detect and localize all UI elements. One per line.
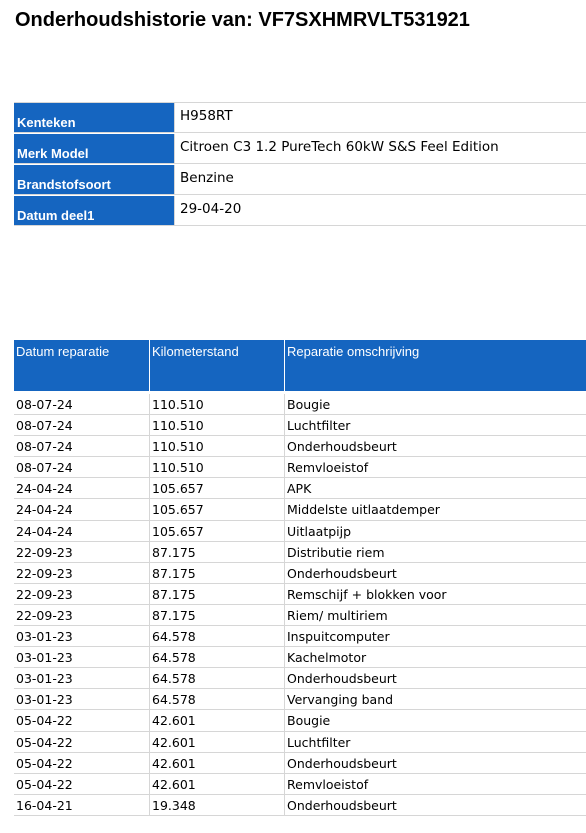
cell-date: 05-04-22	[16, 734, 73, 750]
cell-description: Uitlaatpijp	[284, 521, 586, 541]
cell-date: 08-07-24	[16, 460, 73, 476]
table-row	[14, 542, 586, 563]
table-row	[14, 753, 586, 774]
cell-mileage: 87.175	[149, 542, 284, 562]
cell-description: Remschijf + blokken voor	[284, 584, 586, 604]
table-row	[14, 774, 586, 795]
cell-description: Riem/ multiriem	[284, 605, 586, 625]
cell-description: APK	[284, 478, 586, 498]
cell-description: Onderhoudsbeurt	[284, 795, 586, 815]
cell-description: Kachelmotor	[284, 647, 586, 667]
vehicle-info-label: Datum deel1	[14, 196, 174, 225]
table-row	[14, 499, 586, 520]
cell-mileage: 110.510	[149, 394, 284, 414]
cell-description: Onderhoudsbeurt	[284, 563, 586, 583]
cell-date: 22-09-23	[16, 544, 73, 560]
table-row	[14, 710, 586, 731]
vehicle-info-value: H958RT	[174, 103, 586, 132]
cell-description: Onderhoudsbeurt	[284, 753, 586, 773]
cell-description: Luchtfilter	[284, 732, 586, 752]
table-row	[14, 732, 586, 753]
cell-date: 03-01-23	[16, 692, 73, 708]
table-row	[14, 626, 586, 647]
cell-date: 05-04-22	[16, 776, 73, 792]
cell-mileage: 105.657	[149, 521, 284, 541]
table-row	[14, 689, 586, 710]
cell-description: Bougie	[284, 394, 586, 414]
cell-mileage: 42.601	[149, 753, 284, 773]
table-row	[14, 394, 586, 415]
cell-date: 03-01-23	[16, 629, 73, 645]
cell-date: 24-04-24	[16, 502, 73, 518]
vehicle-info-table	[14, 102, 586, 227]
cell-description: Luchtfilter	[284, 415, 586, 435]
cell-date: 05-04-22	[16, 755, 73, 771]
cell-mileage: 87.175	[149, 605, 284, 625]
cell-date: 22-09-23	[16, 565, 73, 581]
cell-mileage: 64.578	[149, 689, 284, 709]
cell-mileage: 64.578	[149, 626, 284, 646]
cell-date: 22-09-23	[16, 607, 73, 623]
cell-description: Inspuitcomputer	[284, 626, 586, 646]
table-row	[14, 668, 586, 689]
header-mileage: Kilometerstand	[149, 340, 284, 391]
cell-date: 08-07-24	[16, 439, 73, 455]
cell-description: Onderhoudsbeurt	[284, 436, 586, 456]
cell-date: 24-04-24	[16, 523, 73, 539]
header-date: Datum reparatie	[16, 344, 110, 359]
table-row	[14, 647, 586, 668]
history-header-row	[14, 340, 586, 392]
cell-description: Vervanging band	[284, 689, 586, 709]
table-row	[14, 457, 586, 478]
history-body	[14, 394, 586, 816]
cell-mileage: 64.578	[149, 647, 284, 667]
cell-mileage: 42.601	[149, 774, 284, 794]
vehicle-info-label: Kenteken	[14, 103, 174, 132]
cell-mileage: 110.510	[149, 436, 284, 456]
header-description: Reparatie omschrijving	[284, 340, 586, 391]
cell-mileage: 110.510	[149, 457, 284, 477]
cell-mileage: 105.657	[149, 499, 284, 519]
cell-date: 22-09-23	[16, 586, 73, 602]
vehicle-info-value: Benzine	[174, 165, 586, 194]
vehicle-info-row	[14, 134, 586, 164]
vehicle-info-row	[14, 165, 586, 195]
cell-description: Middelste uitlaatdemper	[284, 499, 586, 519]
table-row	[14, 436, 586, 457]
table-row	[14, 478, 586, 499]
cell-mileage: 87.175	[149, 584, 284, 604]
repair-history-table	[14, 340, 586, 816]
vehicle-info-row	[14, 103, 586, 133]
table-row	[14, 605, 586, 626]
cell-date: 03-01-23	[16, 650, 73, 666]
cell-date: 16-04-21	[16, 797, 73, 813]
vehicle-info-value: Citroen C3 1.2 PureTech 60kW S&S Feel Edition	[174, 134, 586, 163]
cell-description: Remvloeistof	[284, 774, 586, 794]
cell-mileage: 105.657	[149, 478, 284, 498]
cell-mileage: 19.348	[149, 795, 284, 815]
table-row	[14, 584, 586, 605]
vehicle-info-label: Brandstofsoort	[14, 165, 174, 194]
cell-description: Remvloeistof	[284, 457, 586, 477]
cell-mileage: 64.578	[149, 668, 284, 688]
cell-mileage: 42.601	[149, 710, 284, 730]
cell-date: 08-07-24	[16, 397, 73, 412]
cell-mileage: 110.510	[149, 415, 284, 435]
page-title: Onderhoudshistorie van: VF7SXHMRVLT531921	[15, 9, 470, 31]
vehicle-info-value: 29-04-20	[174, 196, 586, 225]
table-row	[14, 795, 586, 816]
cell-description: Onderhoudsbeurt	[284, 668, 586, 688]
vehicle-info-label: Merk Model	[14, 134, 174, 163]
cell-description: Bougie	[284, 710, 586, 730]
cell-mileage: 87.175	[149, 563, 284, 583]
cell-date: 08-07-24	[16, 418, 73, 434]
cell-date: 05-04-22	[16, 713, 73, 729]
vehicle-info-row	[14, 196, 586, 226]
table-row	[14, 521, 586, 542]
cell-date: 24-04-24	[16, 481, 73, 497]
cell-description: Distributie riem	[284, 542, 586, 562]
table-row	[14, 563, 586, 584]
table-row	[14, 415, 586, 436]
cell-date: 03-01-23	[16, 671, 73, 687]
cell-mileage: 42.601	[149, 732, 284, 752]
